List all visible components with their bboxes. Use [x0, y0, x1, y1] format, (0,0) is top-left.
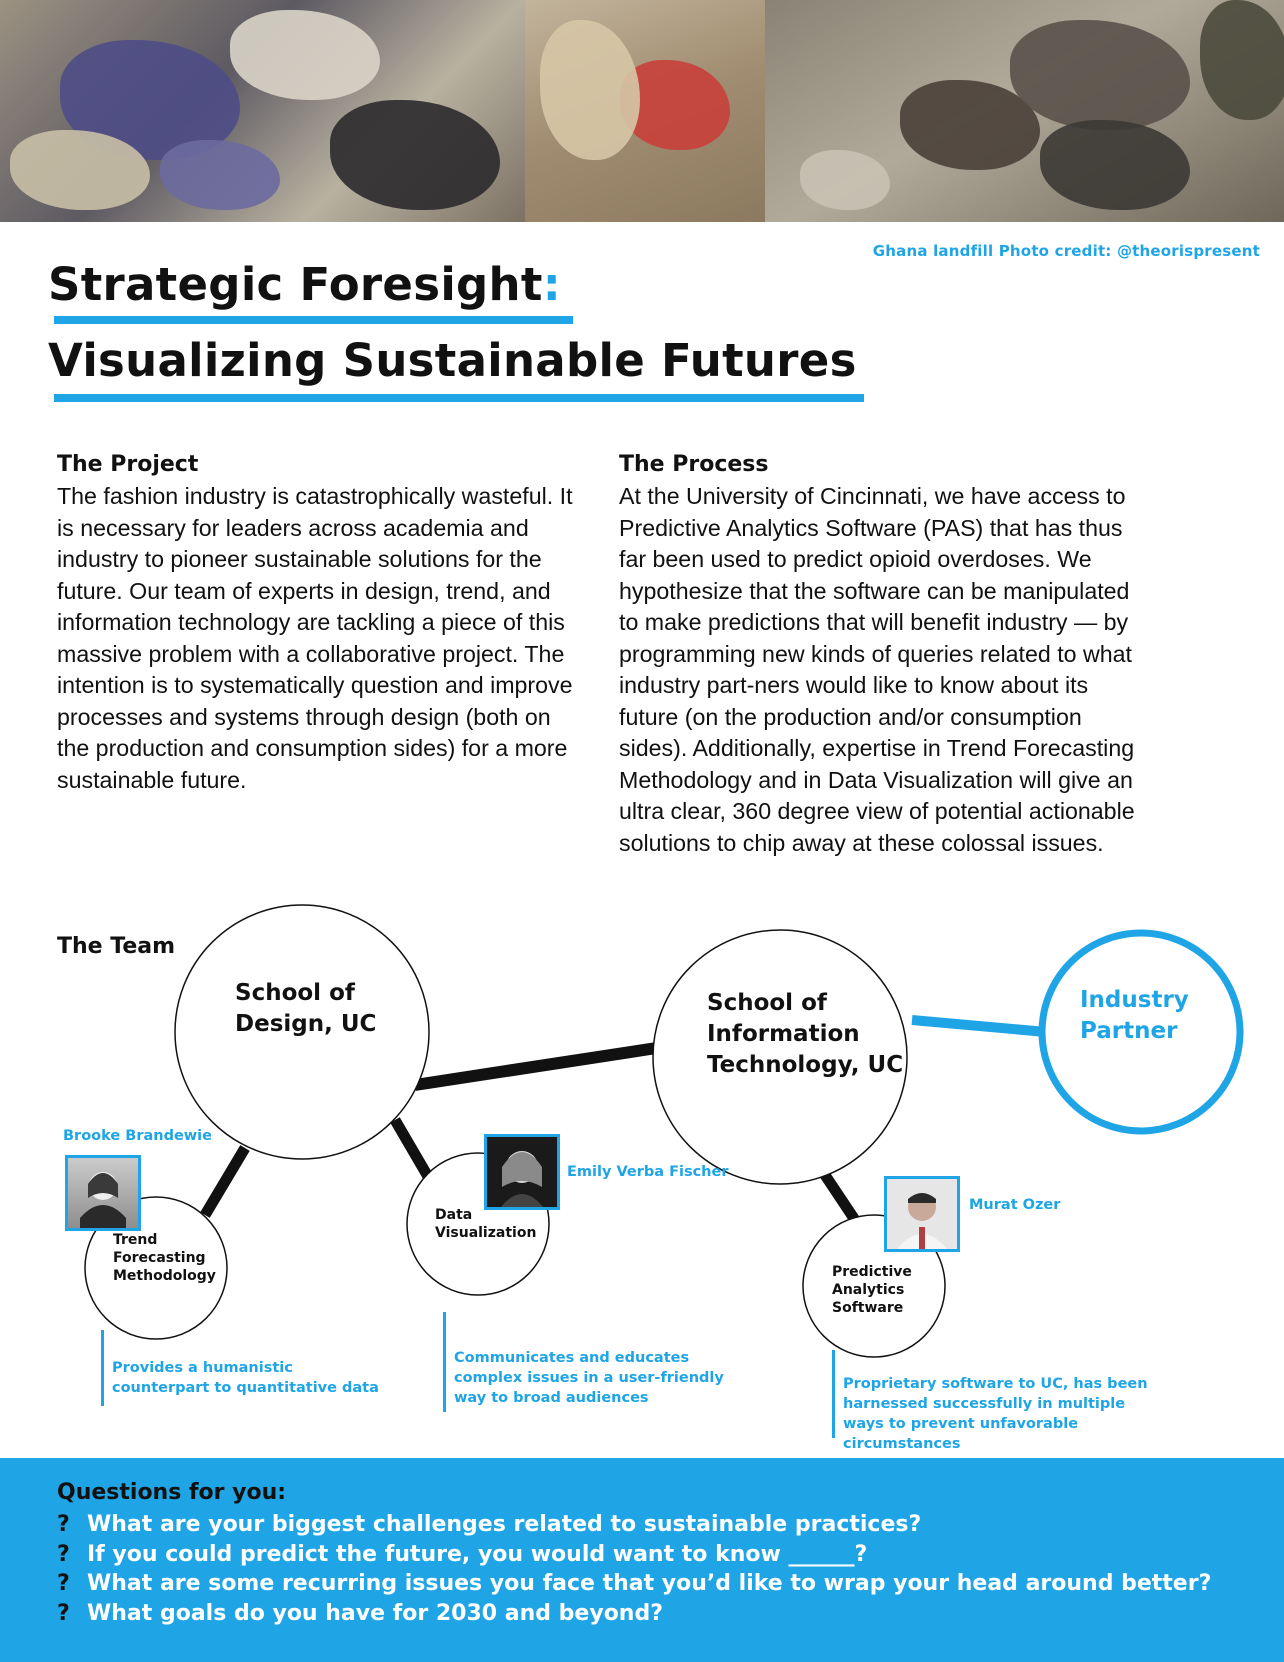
person-icon	[487, 1137, 557, 1207]
question-item: ? What are some recurring issues you face that you’d like to wrap your head around better?	[57, 1569, 1211, 1599]
label-trend-forecasting: Trend Forecasting Methodology	[113, 1232, 216, 1284]
connector-it-partner	[912, 1020, 1046, 1032]
process-heading: The Process	[619, 452, 769, 477]
label-data-visualization: Data Visualization	[435, 1207, 537, 1241]
questions-heading: Questions for you:	[57, 1480, 287, 1505]
title-line-2: Visualizing Sustainable Futures	[48, 334, 857, 387]
question-mark-icon: ?	[57, 1600, 70, 1626]
question-item: ? What goals do you have for 2030 and beyond?	[57, 1599, 1211, 1629]
person-icon	[887, 1179, 957, 1249]
photo-credit: Ghana landfill Photo credit: @theorispresent	[872, 242, 1260, 260]
project-body: The fashion industry is catastrophically wasteful. It is necessary for leaders across academia and industry to pioneer sustainable solutions for the future. Our team of experts in design, trend, and information technology are tackling a piece of this massive problem with a collaborative project. The intention is to systematically question and improve processes and systems through design (both on the production and consumption sides) for a more sustainable future.	[57, 483, 573, 793]
label-industry-partner: Industry Partner	[1080, 987, 1189, 1044]
desc-pas: Proprietary software to UC, has been harnessed successfully in multiple ways to prevent unfavorable circumstances	[832, 1350, 1162, 1438]
connector-design-it	[415, 1047, 663, 1085]
desc-trend: Provides a humanistic counterpart to quantitative data	[101, 1330, 391, 1406]
portrait-emily	[484, 1134, 560, 1210]
label-school-design: School of Design, UC	[235, 980, 377, 1037]
project-heading: The Project	[57, 452, 199, 477]
label-predictive-analytics: Predictive Analytics Software	[832, 1264, 912, 1316]
label-school-it: School of Information Technology, UC	[707, 990, 904, 1078]
questions-panel	[0, 1458, 1284, 1662]
portrait-murat	[884, 1176, 960, 1252]
process-body: At the University of Cincinnati, we have access to Predictive Analytics Software (PAS) that has thus far been used to predict opioid overdoses. We hypothesize that the software can be manipulated to make predictions that will benefit industry — by programming new kinds of queries related to what industry part-ners would like to know about its future (on the production and/or consumption sides). Additionally, expertise in Trend Forecasting Methodology and in Data Visualization will give an ultra clear, 360 degree view of potential actionable solutions to chip away at these colossal issues.	[619, 483, 1135, 856]
desc-dataviz: Communicates and educates complex issues in a user-friendly way to broad audiences	[443, 1312, 743, 1412]
connector-it-pas	[825, 1175, 855, 1220]
question-mark-icon: ?	[57, 1541, 70, 1567]
title-main: Strategic Foresight	[48, 258, 543, 311]
name-murat: Murat Ozer	[969, 1197, 1061, 1213]
question-mark-icon: ?	[57, 1512, 70, 1537]
name-emily: Emily Verba Fischer	[567, 1164, 729, 1180]
question-item: ? If you could predict the future, you would want to know ______?	[57, 1540, 1211, 1570]
person-icon	[68, 1158, 138, 1228]
team-heading: The Team	[57, 934, 176, 959]
connector-design-dataviz	[395, 1120, 430, 1180]
portrait-brooke	[65, 1155, 141, 1231]
name-brooke: Brooke Brandewie	[63, 1128, 212, 1144]
question-mark-icon: ?	[57, 1571, 70, 1596]
questions-list	[57, 1510, 1211, 1628]
title-colon: :	[542, 258, 561, 311]
question-item: ? What are your biggest challenges related to sustainable practices?	[57, 1510, 1211, 1540]
connector-design-trend	[205, 1148, 245, 1215]
